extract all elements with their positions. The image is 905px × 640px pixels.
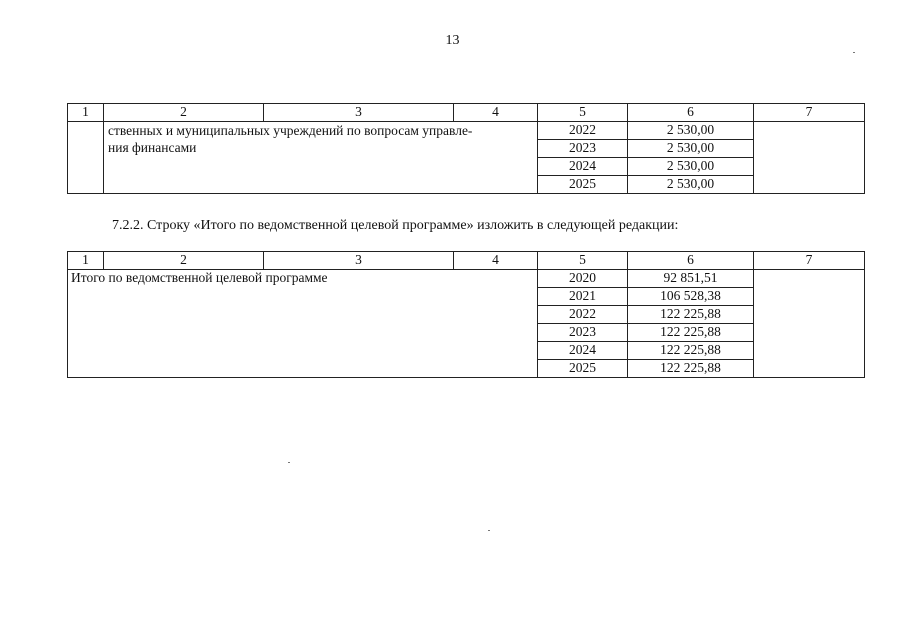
year-cell: 2022 <box>538 122 628 140</box>
year-cell: 2020 <box>538 270 628 288</box>
column-header: 6 <box>628 252 754 270</box>
table-row <box>68 270 865 288</box>
table-header-row <box>68 252 865 270</box>
amount-cell: 106 528,38 <box>628 288 754 306</box>
description-cell <box>104 122 538 194</box>
scan-speck <box>488 530 490 531</box>
column-header: 6 <box>628 104 754 122</box>
column-header: 5 <box>538 252 628 270</box>
column-header: 1 <box>68 252 104 270</box>
scan-speck <box>288 462 290 463</box>
amount-cell: 2 530,00 <box>628 122 754 140</box>
amount-cell: 122 225,88 <box>628 360 754 378</box>
amount-cell: 122 225,88 <box>628 324 754 342</box>
year-cell: 2024 <box>538 158 628 176</box>
continuation-table <box>67 103 865 194</box>
year-cell: 2023 <box>538 324 628 342</box>
column-header: 4 <box>454 252 538 270</box>
column-header: 2 <box>104 104 264 122</box>
scan-speck <box>853 52 855 53</box>
column-header: 3 <box>264 252 454 270</box>
year-cell: 2023 <box>538 140 628 158</box>
column-header: 1 <box>68 104 104 122</box>
description-line: ственных и муниципальных учреждений по вопросам управле- <box>108 123 473 138</box>
column-header: 4 <box>454 104 538 122</box>
table-row <box>68 122 865 140</box>
total-table <box>67 251 865 378</box>
amount-cell: 2 530,00 <box>628 176 754 194</box>
column-header: 7 <box>754 252 865 270</box>
description-line: ния финансами <box>108 140 197 155</box>
amendment-paragraph: 7.2.2. Строку «Итого по ведомственной целевой программе» изложить в следующей редакции: <box>112 218 679 233</box>
amount-cell: 92 851,51 <box>628 270 754 288</box>
column-header: 3 <box>264 104 454 122</box>
year-cell: 2025 <box>538 360 628 378</box>
amount-cell: 2 530,00 <box>628 140 754 158</box>
column-header: 5 <box>538 104 628 122</box>
year-cell: 2022 <box>538 306 628 324</box>
total-label-cell: Итого по ведомственной целевой программе <box>68 270 538 378</box>
amount-cell: 2 530,00 <box>628 158 754 176</box>
column-header: 2 <box>104 252 264 270</box>
year-cell: 2025 <box>538 176 628 194</box>
column-header: 7 <box>754 104 865 122</box>
empty-cell <box>754 270 865 378</box>
page-number: 13 <box>445 33 460 48</box>
empty-cell <box>754 122 865 194</box>
amount-cell: 122 225,88 <box>628 342 754 360</box>
amount-cell: 122 225,88 <box>628 306 754 324</box>
year-cell: 2021 <box>538 288 628 306</box>
empty-cell <box>68 122 104 194</box>
year-cell: 2024 <box>538 342 628 360</box>
table-header-row <box>68 104 865 122</box>
